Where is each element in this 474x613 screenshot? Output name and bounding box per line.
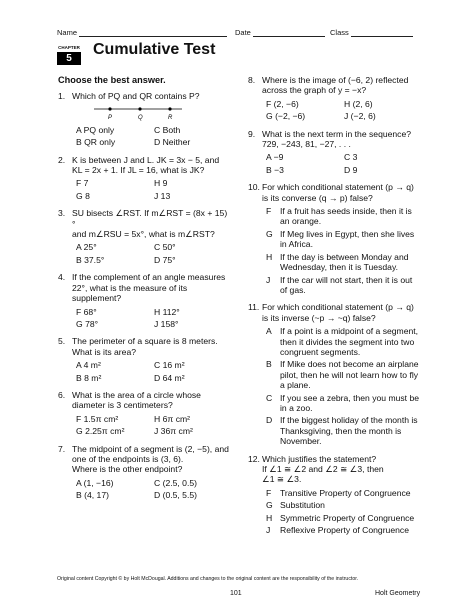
question-text: Where is the image of (−6, 2) reflected across the graph of y = −x?	[262, 75, 409, 96]
date-label: Date	[235, 28, 251, 37]
question-number: 4.	[58, 272, 66, 283]
class-field	[330, 28, 413, 37]
answer-choice[interactable]: C 16 m²	[154, 360, 185, 371]
choice-text: Reflexive Property of Congruence	[280, 525, 409, 536]
answer-choice[interactable]	[266, 359, 438, 390]
answer-choice[interactable]: H 112°	[154, 306, 180, 317]
answer-choice[interactable]: B 8 m²	[76, 372, 102, 383]
chapter-number: 5	[57, 52, 81, 65]
answer-choices	[72, 360, 230, 383]
point-r	[168, 107, 171, 110]
answer-choice[interactable]	[266, 326, 438, 357]
answer-choice[interactable]: J 158°	[154, 318, 179, 329]
answer-choice[interactable]: F 7	[76, 178, 89, 189]
answer-choice[interactable]: B 37.5°	[76, 254, 105, 265]
page-title: Cumulative Test	[93, 41, 216, 58]
question-4	[58, 272, 230, 329]
question-3	[58, 208, 230, 265]
question-number: 9.	[248, 128, 256, 139]
question-text: What is the next term in the sequence? 729, −243, 81, −27, . . .	[262, 128, 412, 150]
point-label-p: P	[108, 114, 113, 121]
point-q	[138, 107, 141, 110]
answer-choice[interactable]: C 3	[344, 152, 358, 163]
answer-choice[interactable]: H (2, 6)	[344, 98, 373, 109]
answer-choice[interactable]	[266, 393, 438, 414]
choice-letter: G	[266, 228, 273, 239]
answer-choice[interactable]	[266, 206, 438, 227]
question-10	[248, 182, 438, 295]
question-11	[248, 302, 438, 446]
answer-choice[interactable]: G 2.25π cm²	[76, 426, 125, 437]
choice-letter: H	[266, 512, 273, 523]
answer-choice[interactable]: F (2, −6)	[266, 98, 299, 109]
question-number: 1.	[58, 91, 66, 102]
question-number: 8.	[248, 75, 256, 85]
answer-choices	[72, 242, 230, 265]
choice-text: If the car will not start, then it is out of gas.	[280, 274, 413, 295]
answer-choice[interactable]: A PQ only	[76, 124, 115, 135]
answer-choice[interactable]: C 50°	[154, 242, 176, 253]
question-text: SU bisects ∠RST. If m∠RST = (8x + 15)° and m∠RSU = 5x°, what is m∠RST?	[72, 208, 228, 240]
question-text: For which conditional statement (p → q) is its inverse (~p → ~q) false?	[262, 302, 414, 323]
answer-choice[interactable]: H 9	[154, 178, 168, 189]
choice-letter: B	[266, 359, 272, 370]
class-label: Class	[330, 28, 349, 37]
page-number: 101	[230, 590, 242, 597]
answer-choice[interactable]: D 75°	[154, 254, 176, 265]
question-text: Which justifies the statement? If ∠1 ≅ ∠2 and ∠2 ≅ ∠3, then ∠1 ≅ ∠3.	[262, 453, 384, 485]
choice-letter: J	[266, 525, 271, 536]
question-text: What is the area of a circle whose diameter is 3 centimeters?	[72, 389, 201, 411]
question-1	[58, 91, 230, 147]
answer-choice[interactable]: J 13	[154, 190, 171, 201]
choice-text: If Mike does not become an airplane pilot, then he will not learn how to fly a plane.	[280, 359, 419, 391]
choice-text: If the day is between Monday and Wednesday, then it is Tuesday.	[280, 251, 409, 273]
question-text: K is between J and L. JK = 3x − 5, and KL = 2x + 1. If JL = 16, what is JK?	[72, 154, 220, 176]
answer-choice[interactable]: A 25°	[76, 242, 97, 253]
answer-choice[interactable]: F 68°	[76, 306, 97, 317]
choice-letter: A	[266, 326, 272, 337]
question-number: 7.	[58, 443, 66, 454]
name-line	[79, 28, 227, 37]
answer-choice[interactable]: J 36π cm²	[154, 426, 193, 437]
answer-choice[interactable]: J (−2, 6)	[344, 111, 376, 122]
answer-choice[interactable]: C Both	[154, 124, 181, 135]
answer-choice[interactable]: A −9	[266, 152, 284, 163]
date-line	[253, 28, 325, 37]
question-number: 5.	[58, 336, 66, 347]
answer-choice[interactable]	[266, 252, 438, 273]
answer-choice[interactable]: G 78°	[76, 318, 99, 329]
choice-letter: H	[266, 251, 273, 262]
answer-choice[interactable]: G (−2, −6)	[266, 111, 306, 122]
question-6	[58, 390, 230, 437]
choice-text: Substitution	[280, 500, 325, 511]
choice-letter: F	[266, 206, 272, 217]
choice-letter: J	[266, 274, 271, 285]
choice-letter: C	[266, 392, 273, 403]
answer-choices	[72, 125, 230, 148]
left-column	[58, 75, 230, 508]
right-column	[248, 75, 438, 542]
question-text: If the complement of an angle measures 22°, what is the measure of its supplement?	[72, 272, 226, 304]
name-field	[57, 28, 227, 37]
answer-choice[interactable]: D 64 m²	[154, 372, 185, 383]
choice-text: If a point is a midpoint of a segment, then it divides the segment into two congruent segments.	[280, 326, 419, 357]
question-9	[248, 129, 438, 176]
chapter-label: CHAPTER	[58, 45, 80, 50]
choice-text: If the biggest holiday of the month is Thanksgiving, then the month is November.	[280, 415, 418, 447]
answer-choice[interactable]	[266, 229, 438, 250]
answer-choice[interactable]: C (2.5, 0.5)	[154, 477, 197, 488]
question-number: 10.	[248, 182, 260, 193]
answer-choices	[72, 478, 230, 501]
answer-choices	[72, 307, 230, 330]
answer-choice[interactable]: B −3	[266, 164, 284, 175]
choice-text: If you see a zebra, then you must be in a zoo.	[280, 392, 420, 413]
answer-choices	[262, 488, 438, 536]
question-text: The perimeter of a square is 8 meters. What is its area?	[72, 336, 218, 357]
answer-choice[interactable]	[266, 275, 438, 296]
question-5	[58, 336, 230, 383]
question-number: 12.	[248, 453, 260, 464]
point-p	[108, 107, 111, 110]
date-field	[235, 28, 325, 37]
question-number: 11.	[248, 302, 260, 313]
answer-choice[interactable]: D 9	[344, 164, 358, 175]
question-number: 2.	[58, 154, 66, 165]
answer-choices	[262, 152, 438, 175]
answer-choice[interactable]: A 4 m²	[76, 360, 101, 371]
choice-letter: D	[266, 415, 273, 426]
answer-choice[interactable]: G 8	[76, 190, 90, 201]
choice-text: If a fruit has seeds inside, then it is an orange.	[280, 206, 412, 227]
choice-letter: G	[266, 500, 273, 511]
answer-choices	[72, 178, 230, 201]
question-2	[58, 155, 230, 202]
point-label-r: R	[168, 114, 173, 121]
name-label: Name	[57, 28, 78, 37]
answer-choice[interactable]: A (1, −16)	[76, 477, 114, 488]
answer-choice[interactable]	[266, 500, 438, 510]
answer-choice[interactable]: B QR only	[76, 137, 116, 148]
question-text: For which conditional statement (p → q) is its converse (q → p) false?	[262, 182, 414, 203]
choice-text: Transitive Property of Congruence	[280, 487, 411, 498]
answer-choices	[72, 414, 230, 437]
question-number: 3.	[58, 208, 66, 219]
answer-choice[interactable]: F 1.5π cm²	[76, 413, 119, 424]
answer-choice[interactable]	[266, 513, 438, 523]
answer-choice[interactable]	[266, 525, 438, 535]
book-title: Holt Geometry	[375, 590, 421, 597]
question-number: 6.	[58, 389, 66, 400]
class-line	[351, 28, 413, 37]
instructions: Choose the best answer.	[58, 75, 166, 85]
answer-choice[interactable]	[266, 488, 438, 498]
answer-choice[interactable]: B (4, 17)	[76, 490, 109, 501]
answer-choice[interactable]: D Neither	[154, 137, 191, 148]
question-7	[58, 444, 230, 501]
question-text: The midpoint of a segment is (2, −5), and one of the endpoints is (3, 6). Where is the other endpoint?	[72, 443, 229, 475]
choice-text: If Meg lives in Egypt, then she lives in Africa.	[280, 228, 415, 250]
question-text: Which of PQ and QR contains P?	[72, 91, 200, 102]
copyright-note: Original content Copyright © by Holt McDougal. Additions and changes to the original content are the responsibility of the instructor.	[57, 576, 359, 582]
answer-choice[interactable]: H 6π cm²	[154, 413, 191, 424]
choice-letter: F	[266, 487, 272, 498]
choice-text: Symmetric Property of Congruence	[280, 512, 415, 523]
question-12	[248, 454, 438, 536]
line-figure	[90, 104, 190, 122]
answer-choice[interactable]	[266, 415, 438, 446]
answer-choices	[262, 326, 438, 446]
answer-choices	[262, 99, 438, 122]
answer-choices	[262, 206, 438, 295]
question-8	[248, 75, 438, 122]
point-label-q: Q	[138, 114, 143, 121]
answer-choice[interactable]: D (0.5, 5.5)	[154, 490, 197, 501]
